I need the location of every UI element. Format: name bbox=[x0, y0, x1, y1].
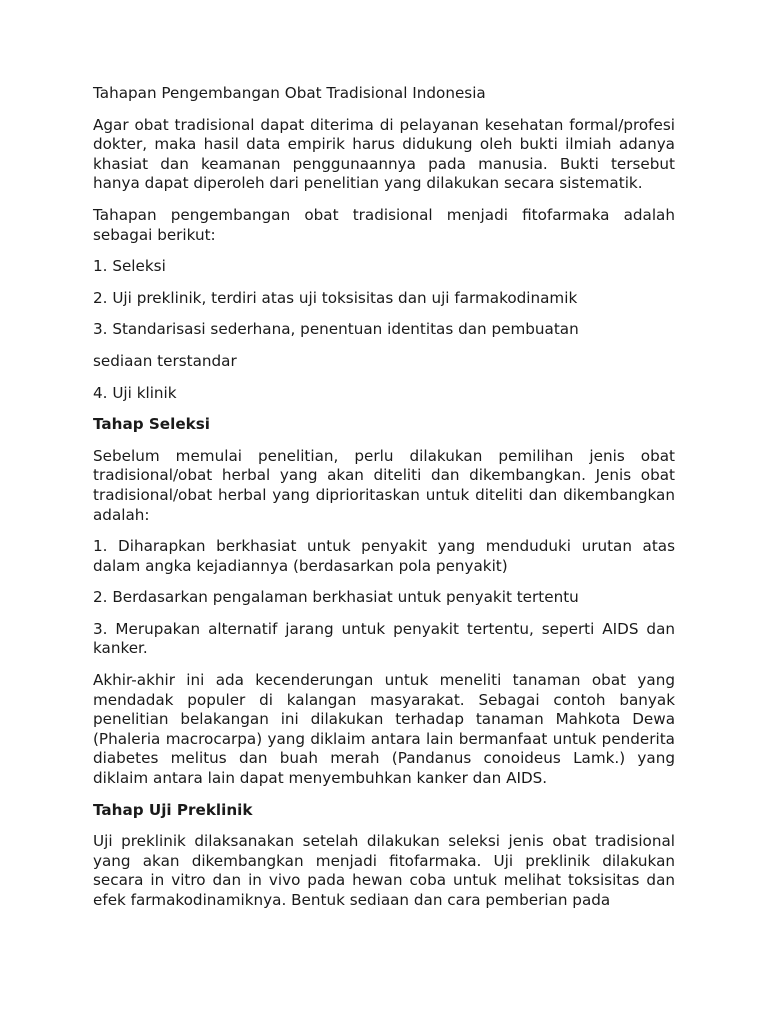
selection-intro-paragraph: Sebelum memulai penelitian, perlu dilakukan pemilihan jenis obat tradisional/obat herbal yang akan diteliti dan dikembangkan. Jenis obat tradisional/obat herbal yang diprioritaskan untuk diteliti dan dikembangkan adalah: bbox=[93, 446, 675, 524]
intro-paragraph: Agar obat tradisional dapat diterima di pelayanan kesehatan formal/profesi dokter, maka hasil data empirik harus didukung oleh bukti ilmiah adanya khasiat dan keamanan penggunaannya pada manusia. Bukti tersebut hanya dapat diperoleh dari penelitian yang dilakukan secara sistematik. bbox=[93, 115, 675, 193]
selection-trend-paragraph: Akhir-akhir ini ada kecenderungan untuk meneliti tanaman obat yang mendadak populer di kalangan masyarakat. Sebagai contoh banyak penelitian belakangan ini dilakukan terhadap tanaman Mahkota Dewa (Phaleria macrocarpa) yang diklaim antara lain bermanfaat untuk penderita diabetes melitus dan buah merah (Pandanus conoideus Lamk.) yang diklaim antara lain dapat menyembuhkan kanker dan AIDS. bbox=[93, 671, 675, 788]
selection-heading: Tahap Seleksi bbox=[93, 415, 210, 434]
stage-item-2: 2. Uji preklinik, terdiri atas uji toksisitas dan uji farmakodinamik bbox=[93, 288, 578, 307]
document-page bbox=[93, 84, 675, 923]
document-title: Tahapan Pengembangan Obat Tradisional Indonesia bbox=[93, 84, 486, 102]
stage-item-4: 4. Uji klinik bbox=[93, 383, 177, 402]
stage-item-3-continued: sediaan terstandar bbox=[93, 351, 237, 370]
stages-intro-paragraph: Tahapan pengembangan obat tradisional menjadi fitofarmaka adalah sebagai berikut: bbox=[93, 205, 675, 244]
preclinical-heading: Tahap Uji Preklinik bbox=[93, 800, 253, 819]
stage-item-3: 3. Standarisasi sederhana, penentuan identitas dan pembuatan bbox=[93, 320, 579, 339]
preclinical-paragraph: Uji preklinik dilaksanakan setelah dilakukan seleksi jenis obat tradisional yang akan dikembangkan menjadi fitofarmaka. Uji preklinik dilakukan secara in vitro dan in vivo pada hewan coba untuk melihat toksisitas dan efek farmakodinamiknya. Bentuk sediaan dan cara pemberian pada bbox=[93, 832, 675, 909]
selection-item-2: 2. Berdasarkan pengalaman berkhasiat untuk penyakit tertentu bbox=[93, 588, 579, 607]
selection-item-3: 3. Merupakan alternatif jarang untuk penyakit tertentu, seperti AIDS dan kanker. bbox=[93, 619, 675, 658]
selection-item-1: 1. Diharapkan berkhasiat untuk penyakit yang menduduki urutan atas dalam angka kejadiannya (berdasarkan pola penyakit) bbox=[93, 537, 675, 575]
stage-item-1: 1. Seleksi bbox=[93, 257, 166, 276]
